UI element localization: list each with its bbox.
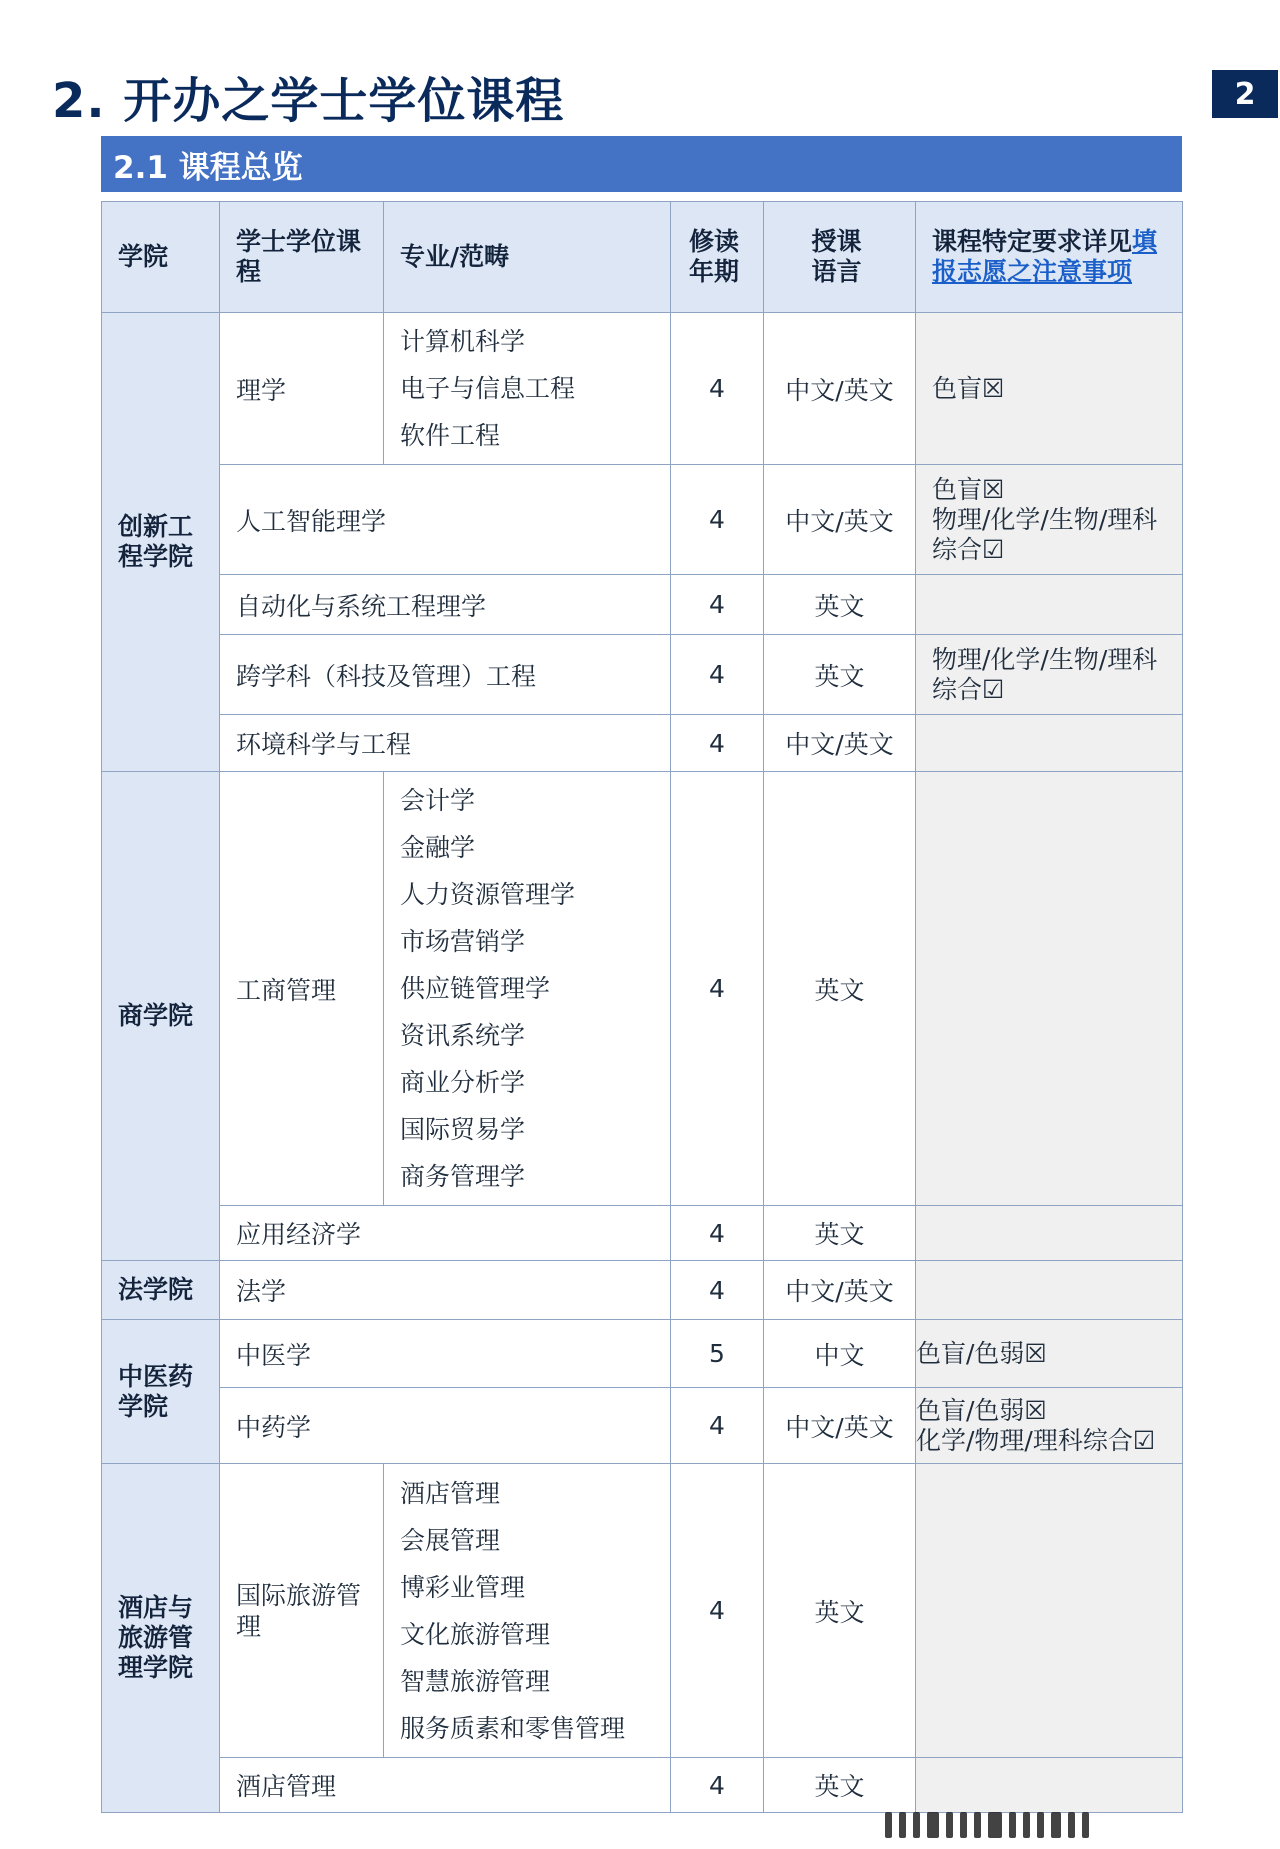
header-major: 专业/范畴 <box>384 202 671 313</box>
years-cell: 4 <box>671 1464 764 1758</box>
language-cell: 中文/英文 <box>764 715 916 772</box>
language-cell: 英文 <box>764 772 916 1206</box>
table-row <box>102 715 1183 772</box>
major-item: 国际贸易学 <box>400 1115 526 1144</box>
school-hospitality: 酒店与旅游管理学院 <box>102 1464 220 1813</box>
years-cell: 4 <box>671 635 764 715</box>
major-item: 软件工程 <box>400 421 501 450</box>
program-name: 应用经济学 <box>220 1206 671 1261</box>
program-name: 中药学 <box>220 1388 671 1464</box>
table-row <box>102 313 1183 465</box>
table-row <box>102 1388 1183 1464</box>
language-cell: 英文 <box>764 1206 916 1261</box>
school-tcm: 中医药学院 <box>102 1320 220 1464</box>
page-title: 2. 开办之学士学位课程 <box>52 73 565 129</box>
years-cell: 4 <box>671 1388 764 1464</box>
header-requirements <box>916 202 1183 313</box>
requirement-line: 色盲/色弱☒ <box>916 1395 1047 1425</box>
major-item: 商业分析学 <box>400 1068 526 1097</box>
years-cell: 4 <box>671 465 764 575</box>
header-program: 学士学位课程 <box>220 202 384 313</box>
requirement-cell: 色盲/色弱☒ <box>916 1320 1183 1388</box>
requirement-cell <box>916 1464 1183 1758</box>
requirement-cell <box>916 1758 1183 1813</box>
watermark-barcode <box>885 1808 1225 1842</box>
years-cell: 4 <box>671 575 764 635</box>
years-cell: 4 <box>671 1758 764 1813</box>
language-cell: 英文 <box>764 575 916 635</box>
major-item: 文化旅游管理 <box>400 1619 551 1649</box>
years-cell: 4 <box>671 313 764 465</box>
header-years: 修读年期 <box>671 202 764 313</box>
requirement-line: 色盲☒ <box>932 474 1005 504</box>
requirement-cell <box>916 772 1183 1206</box>
program-name: 人工智能理学 <box>220 465 671 575</box>
requirement-cell <box>916 1206 1183 1261</box>
major-list <box>384 313 671 465</box>
table-row <box>102 1206 1183 1261</box>
program-name: 中医学 <box>220 1320 671 1388</box>
header-requirements-text: 课程特定要求详见 <box>932 227 1133 256</box>
program-name: 国际旅游管理 <box>220 1464 384 1758</box>
major-item: 供应链管理学 <box>400 974 551 1003</box>
years-cell: 4 <box>671 1261 764 1320</box>
program-name: 酒店管理 <box>220 1758 671 1813</box>
table-row <box>102 1758 1183 1813</box>
course-overview-table <box>101 201 1183 1813</box>
table-row <box>102 772 1183 1206</box>
language-cell: 英文 <box>764 1758 916 1813</box>
language-cell: 中文 <box>764 1320 916 1388</box>
table-row <box>102 635 1183 715</box>
requirement-cell <box>916 575 1183 635</box>
school-business: 商学院 <box>102 772 220 1261</box>
years-cell: 4 <box>671 1206 764 1261</box>
program-name: 环境科学与工程 <box>220 715 671 772</box>
language-cell: 英文 <box>764 1464 916 1758</box>
major-item: 电子与信息工程 <box>400 374 576 403</box>
language-cell: 中文/英文 <box>764 1388 916 1464</box>
years-cell: 5 <box>671 1320 764 1388</box>
major-item: 人力资源管理学 <box>400 880 576 909</box>
table-header-row <box>102 202 1183 313</box>
program-name: 理学 <box>220 313 384 465</box>
major-item: 金融学 <box>400 833 476 862</box>
program-name: 跨学科（科技及管理）工程 <box>220 635 671 715</box>
table-row <box>102 575 1183 635</box>
major-item: 会计学 <box>400 786 476 815</box>
school-innovation: 创新工程学院 <box>102 313 220 772</box>
table-row <box>102 1261 1183 1320</box>
major-list <box>384 772 671 1206</box>
notes-link[interactable]: 填报志愿之注意事项 <box>932 227 1158 286</box>
requirement-cell: 色盲☒ <box>916 313 1183 465</box>
table-row <box>102 1464 1183 1758</box>
program-name: 自动化与系统工程理学 <box>220 575 671 635</box>
requirement-cell <box>916 465 1183 575</box>
section-title: 2.1 课程总览 <box>101 136 1182 192</box>
requirement-line: 化学/物理/理科综合☑ <box>916 1425 1156 1455</box>
major-list <box>384 1464 671 1758</box>
page-number-badge: 2 <box>1212 70 1278 118</box>
language-cell: 英文 <box>764 635 916 715</box>
major-item: 商务管理学 <box>400 1162 526 1191</box>
major-item: 服务质素和零售管理 <box>400 1713 626 1743</box>
major-item: 会展管理 <box>400 1525 501 1555</box>
table-row <box>102 465 1183 575</box>
language-cell: 中文/英文 <box>764 313 916 465</box>
requirement-cell <box>916 715 1183 772</box>
major-item: 市场营销学 <box>400 927 526 956</box>
major-item: 计算机科学 <box>400 327 526 356</box>
major-item: 酒店管理 <box>400 1478 501 1508</box>
years-cell: 4 <box>671 772 764 1206</box>
language-cell: 中文/英文 <box>764 465 916 575</box>
major-item: 资讯系统学 <box>400 1021 526 1050</box>
header-school: 学院 <box>102 202 220 313</box>
program-name: 法学 <box>220 1261 671 1320</box>
school-law: 法学院 <box>102 1261 220 1320</box>
requirement-cell <box>916 1261 1183 1320</box>
requirement-line: 物理/化学/生物/理科综合☑ <box>932 504 1158 564</box>
years-cell: 4 <box>671 715 764 772</box>
requirement-cell <box>916 1388 1183 1464</box>
table-row <box>102 1320 1183 1388</box>
language-cell: 中文/英文 <box>764 1261 916 1320</box>
requirement-cell: 物理/化学/生物/理科综合☑ <box>916 635 1183 715</box>
major-item: 博彩业管理 <box>400 1572 526 1602</box>
major-item: 智慧旅游管理 <box>400 1666 551 1696</box>
header-language: 授课语言 <box>764 202 916 313</box>
program-name: 工商管理 <box>220 772 384 1206</box>
